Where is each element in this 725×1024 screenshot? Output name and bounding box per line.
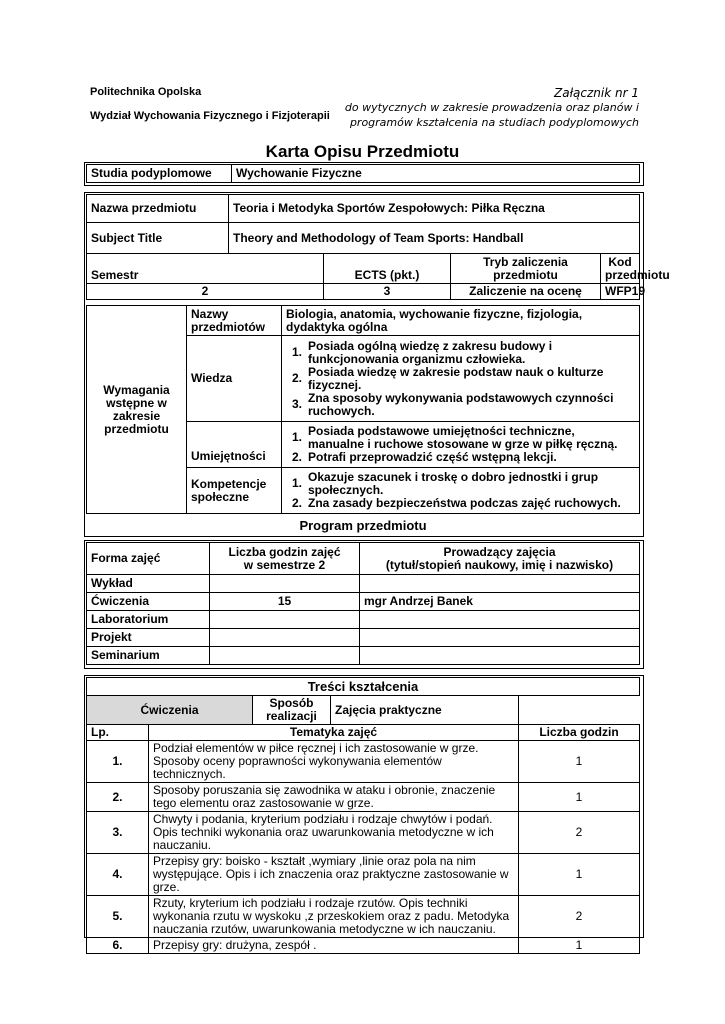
item-number: 1. <box>291 430 302 444</box>
competence-label <box>187 468 282 514</box>
hours-cell <box>210 611 360 629</box>
teacher-cell <box>360 611 640 629</box>
col-teacher-header-2: (tytuł/stopień naukowy, imię i nazwisko) <box>385 557 614 572</box>
prerequisites-table <box>86 305 640 514</box>
prerequisites-label-line: zakresie <box>112 408 161 423</box>
col-teacher-header-1: Prowadzący zajęcia <box>443 544 556 559</box>
item-text: Zna zasady bezpieczeństwa podczas zajęć ruchowych. <box>308 496 621 510</box>
mode-label-2: przedmiotu <box>493 267 558 282</box>
topic-cell: Sposoby poruszania się zawodnika w ataku i obronie, znaczenie tego elementu oraz zastosowanie w grze. <box>149 783 519 812</box>
code-label: Kod przedmiotu <box>601 254 640 284</box>
method-label-2: realizacji <box>266 709 317 723</box>
hours-cell: 2 <box>519 896 640 938</box>
prerequisites-label <box>87 306 187 514</box>
col-hours-header-1: Liczba godzin zajęć <box>228 544 341 559</box>
lp-cell: 1. <box>87 741 149 783</box>
mode-label-1: Tryb zaliczenia <box>483 254 568 269</box>
teacher-cell <box>360 629 640 647</box>
topic-cell: Chwyty i podania, kryterium podziału i rodzaje chwytów i podań. Opis techniki wykonania oraz uwarunkowania metodyczne w ich nauczaniu. <box>149 812 519 854</box>
content-title: Treści kształcenia <box>87 678 640 696</box>
hours-cell <box>210 647 360 665</box>
skills-list <box>282 422 640 468</box>
hours-cell: 2 <box>519 812 640 854</box>
col-topic-header: Tematyka zajęć <box>149 725 519 741</box>
subject-title-label: Subject Title <box>87 223 229 254</box>
content-type-label: Ćwiczenia <box>87 696 253 725</box>
table-row <box>87 647 640 665</box>
competence-label-2: społeczne <box>191 489 250 504</box>
topic-cell: Podział elementów w piłce ręcznej i ich zastosowanie w grze. Sposoby oceny poprawności wykonywania elementów technicznych. <box>149 741 519 783</box>
list-item <box>286 451 635 464</box>
topic-cell: Przepisy gry: drużyna, zespół . <box>149 938 519 954</box>
col-hours-header <box>210 543 360 575</box>
faculty-name: Wydział Wychowania Fizycznego i Fizjoterapii <box>90 110 330 122</box>
mode-value: Zaliczenie na ocenę <box>451 284 601 300</box>
teacher-cell <box>360 647 640 665</box>
list-item <box>286 497 635 510</box>
list-item <box>286 471 635 497</box>
ects-label: ECTS (pkt.) <box>324 254 451 284</box>
table-row <box>87 938 640 954</box>
item-text: Zna sposoby wykonywania podstawowych czynności ruchowych. <box>308 390 614 418</box>
form-cell: Wykład <box>87 575 210 593</box>
item-text: Okazuje szacunek i troskę o dobro jednostki i grup społecznych. <box>308 470 599 497</box>
course-names-label <box>187 306 282 336</box>
col-form-header: Forma zajęć <box>87 543 210 575</box>
annex-line-1: do wytycznych w zakresie prowadzenia oraz planów i <box>344 101 639 114</box>
mode-label <box>451 254 601 284</box>
prerequisites-label-line: Wymagania <box>103 382 170 397</box>
item-text: Posiada podstawowe umiejętności techniczne, manualne i ruchowe stosowane w grze w piłkę ręczną. <box>308 424 618 451</box>
semester-label: Semestr <box>87 254 324 284</box>
teacher-cell <box>360 575 640 593</box>
lp-cell: 4. <box>87 854 149 896</box>
method-label-1: Sposób <box>269 696 314 710</box>
item-number: 1. <box>291 476 302 490</box>
ects-value: 3 <box>324 284 451 300</box>
course-names-value: Biologia, anatomia, wychowanie fizyczne, fizjologia, dydaktyka ogólna <box>282 306 640 336</box>
content-table <box>86 677 640 954</box>
page-title: Karta Opisu Przedmiotu <box>265 142 460 161</box>
hours-cell: 1 <box>519 938 640 954</box>
prerequisites-label-line: wstępne w <box>106 395 167 410</box>
code-value: WFP19 <box>601 284 640 300</box>
item-number: 2. <box>291 370 302 385</box>
list-item <box>286 392 635 418</box>
item-text: Posiada ogólną wiedzę z zakresu budowy i funkcjonowania organizmu człowieka. <box>308 338 553 366</box>
method-value: Zajęcia praktyczne <box>331 696 519 725</box>
annex-block <box>345 86 639 129</box>
topic-cell: Przepisy gry: boisko - kształt ,wymiary ,linie oraz pola na nim występujące. Opis i ich znaczenia oraz praktyczne zastosowanie w grze. <box>149 854 519 896</box>
lp-cell: 3. <box>87 812 149 854</box>
item-number: 1. <box>291 344 302 359</box>
annex-line-2: programów kształcenia na studiach podyplomowych <box>349 116 639 129</box>
course-name-value: Teoria i Metodyka Sportów Zespołowych: Piłka Ręczna <box>229 195 640 223</box>
studies-value: Wychowanie Fizyczne <box>232 165 640 183</box>
table-row <box>87 611 640 629</box>
hours-cell: 15 <box>210 593 360 611</box>
lp-cell: 5. <box>87 896 149 938</box>
university-name: Politechnika Opolska <box>90 86 202 98</box>
course-name-label: Nazwa przedmiotu <box>87 195 229 223</box>
table-row <box>87 575 640 593</box>
table-row <box>87 854 640 896</box>
hours-cell: 1 <box>519 783 640 812</box>
studies-label: Studia podyplomowe <box>87 165 232 183</box>
form-cell: Laboratorium <box>87 611 210 629</box>
table-row <box>87 783 640 812</box>
col-hours-header: Liczba godzin <box>519 725 640 741</box>
studies-table <box>86 164 640 183</box>
empty-cell <box>519 696 640 725</box>
semester-value: 2 <box>87 284 324 300</box>
course-names-label-1: Nazwy <box>191 306 229 321</box>
list-item <box>286 340 635 366</box>
method-label <box>253 696 331 725</box>
col-hours-header-2: w semestrze 2 <box>243 557 326 572</box>
table-row <box>87 896 640 938</box>
competence-list <box>282 468 640 514</box>
subject-title-value: Theory and Methodology of Team Sports: Handball <box>229 223 640 254</box>
col-teacher-header <box>360 543 640 575</box>
item-text: Potrafi przeprowadzić część wstępną lekcji. <box>308 450 557 464</box>
course-table <box>86 194 670 300</box>
form-cell: Ćwiczenia <box>87 593 210 611</box>
skills-label: Umiejętności <box>187 422 282 468</box>
col-lp-header: Lp. <box>87 725 149 741</box>
annex-title: Załącznik nr 1 <box>554 86 639 100</box>
list-item <box>286 425 635 451</box>
hours-cell <box>210 629 360 647</box>
topic-cell: Rzuty, kryterium ich podziału i rodzaje rzutów. Opis techniki wykonania rzutu w wyskoku ,z przeskokiem oraz z padu. Metodyka nauczania rzutów, uwarunkowania metodyczne w ich nauczaniu. <box>149 896 519 938</box>
table-row <box>87 812 640 854</box>
item-number: 2. <box>291 450 302 464</box>
hours-cell <box>210 575 360 593</box>
table-row <box>87 629 640 647</box>
item-text: Posiada wiedzę w zakresie podstaw nauk o kulturze fizycznej. <box>308 364 604 392</box>
item-number: 2. <box>291 496 302 510</box>
knowledge-list <box>282 336 640 422</box>
hours-cell: 1 <box>519 854 640 896</box>
knowledge-label: Wiedza <box>187 336 282 422</box>
hours-cell: 1 <box>519 741 640 783</box>
lp-cell: 6. <box>87 938 149 954</box>
program-title: Program przedmiotu <box>299 518 427 533</box>
item-number: 3. <box>291 396 302 411</box>
lp-cell: 2. <box>87 783 149 812</box>
program-table <box>86 542 640 665</box>
table-row <box>87 741 640 783</box>
table-row <box>87 593 640 611</box>
form-cell: Projekt <box>87 629 210 647</box>
prerequisites-label-line: przedmiotu <box>104 421 169 436</box>
teacher-cell: mgr Andrzej Banek <box>360 593 640 611</box>
form-cell: Seminarium <box>87 647 210 665</box>
competence-label-1: Kompetencje <box>191 476 267 491</box>
course-names-label-2: przedmiotów <box>191 319 265 334</box>
list-item <box>286 366 635 392</box>
